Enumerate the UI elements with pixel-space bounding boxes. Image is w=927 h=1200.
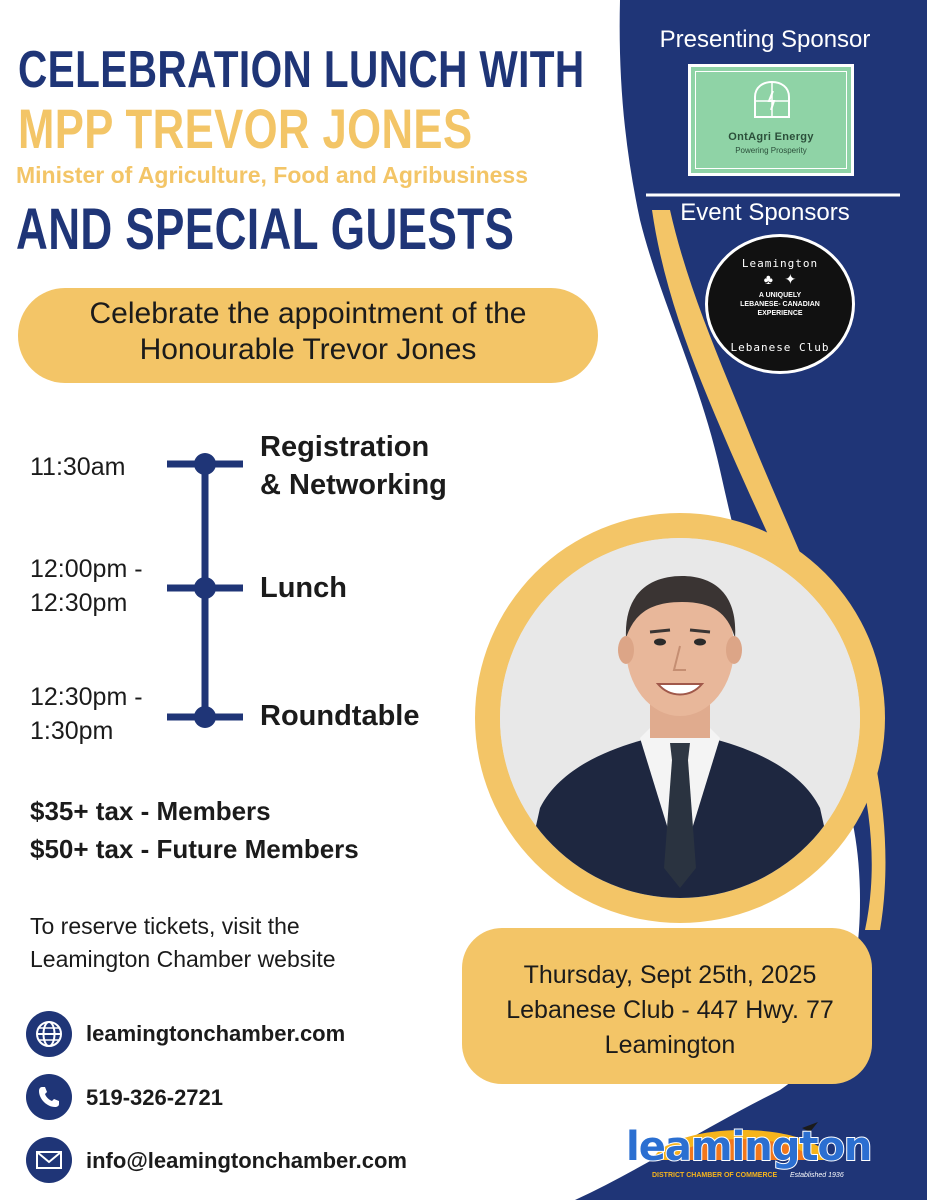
schedule-item-1 bbox=[260, 428, 447, 504]
event-sponsors-heading: Event Sponsors bbox=[680, 199, 850, 226]
schedule-item-1-line-1: Registration bbox=[260, 431, 430, 463]
schedule-time-1-line-1: 11:30am bbox=[30, 453, 126, 481]
email-link[interactable]: info@leamingtonchamber.com bbox=[86, 1148, 407, 1173]
chamber-logo-name: leamington bbox=[626, 1124, 872, 1170]
banner-text bbox=[18, 296, 598, 368]
event-date: Thursday, Sept 25th, 2025 bbox=[523, 961, 817, 989]
phone-number[interactable]: 519-326-2721 bbox=[86, 1085, 224, 1110]
schedule-time-2-line-2: 12:30pm bbox=[30, 589, 128, 617]
lebanese-logo-top: Leamington bbox=[741, 257, 819, 270]
headline-line-3: AND SPECIAL GUESTS bbox=[16, 197, 515, 262]
timeline-dot-2 bbox=[194, 577, 216, 599]
schedule-time-2-line-1: 12:00pm - bbox=[30, 555, 143, 583]
reserve-text bbox=[30, 910, 410, 976]
lebanese-logo-mid-1: A UNIQUELY bbox=[758, 292, 802, 299]
event-venue: Lebanese Club - 447 Hwy. 77 bbox=[506, 996, 834, 1024]
price-future-members: $50+ tax - Future Members bbox=[30, 834, 359, 864]
lebanese-logo-mid bbox=[708, 291, 852, 318]
schedule-item-2 bbox=[260, 569, 347, 607]
ontagri-logo bbox=[688, 64, 854, 176]
schedule-time-3-line-2: 1:30pm bbox=[30, 717, 114, 745]
lebanese-logo-bottom: Lebanese Club bbox=[730, 341, 830, 354]
event-details bbox=[470, 958, 870, 1063]
ontagri-tagline: Powering Prosperity bbox=[735, 146, 807, 155]
presenting-sponsor-heading: Presenting Sponsor bbox=[659, 26, 871, 53]
headline-line-1: CELEBRATION LUNCH WITH bbox=[18, 41, 585, 99]
lebanese-club-logo bbox=[705, 234, 855, 374]
globe-icon bbox=[26, 1011, 72, 1057]
banner-line-1: Celebrate the appointment of the bbox=[89, 297, 527, 330]
banner-line-2: Honourable Trevor Jones bbox=[139, 333, 477, 366]
schedule-time-2 bbox=[30, 552, 143, 620]
schedule-item-2-line-1: Lunch bbox=[260, 572, 347, 604]
envelope-icon bbox=[26, 1137, 72, 1183]
greenhouse-icon bbox=[751, 79, 793, 119]
headline-subtitle: Minister of Agriculture, Food and Agribusiness bbox=[16, 162, 528, 188]
schedule-time-3-line-1: 12:30pm - bbox=[30, 683, 143, 711]
event-city: Leamington bbox=[604, 1031, 736, 1059]
chamber-logo bbox=[622, 1110, 872, 1190]
schedule-item-1-line-2: & Networking bbox=[260, 469, 447, 501]
phone-icon bbox=[26, 1074, 72, 1120]
reserve-line-2: Leamington Chamber website bbox=[30, 946, 336, 972]
schedule-time-1 bbox=[30, 450, 125, 484]
schedule-time-3 bbox=[30, 680, 143, 748]
schedule-item-3-line-1: Roundtable bbox=[260, 700, 420, 732]
lebanese-logo-mid-3: EXPERIENCE bbox=[757, 310, 803, 317]
tree-icon: ♣ ✦ bbox=[763, 271, 797, 287]
chamber-logo-established: Established 1936 bbox=[790, 1172, 844, 1179]
schedule-item-3 bbox=[260, 697, 420, 735]
ontagri-name: OntAgri Energy bbox=[728, 131, 814, 143]
lebanese-logo-mid-2: LEBANESE- CANADIAN bbox=[740, 301, 820, 308]
price-members: $35+ tax - Members bbox=[30, 796, 271, 826]
website-link[interactable]: leamingtonchamber.com bbox=[86, 1021, 346, 1046]
timeline-dot-1 bbox=[194, 453, 216, 475]
chamber-logo-subline: DISTRICT CHAMBER OF COMMERCE bbox=[652, 1172, 778, 1179]
headline-line-2: MPP TREVOR JONES bbox=[18, 97, 473, 160]
reserve-line-1: To reserve tickets, visit the bbox=[30, 913, 300, 939]
speaker-portrait bbox=[500, 538, 860, 898]
timeline-dot-3 bbox=[194, 706, 216, 728]
